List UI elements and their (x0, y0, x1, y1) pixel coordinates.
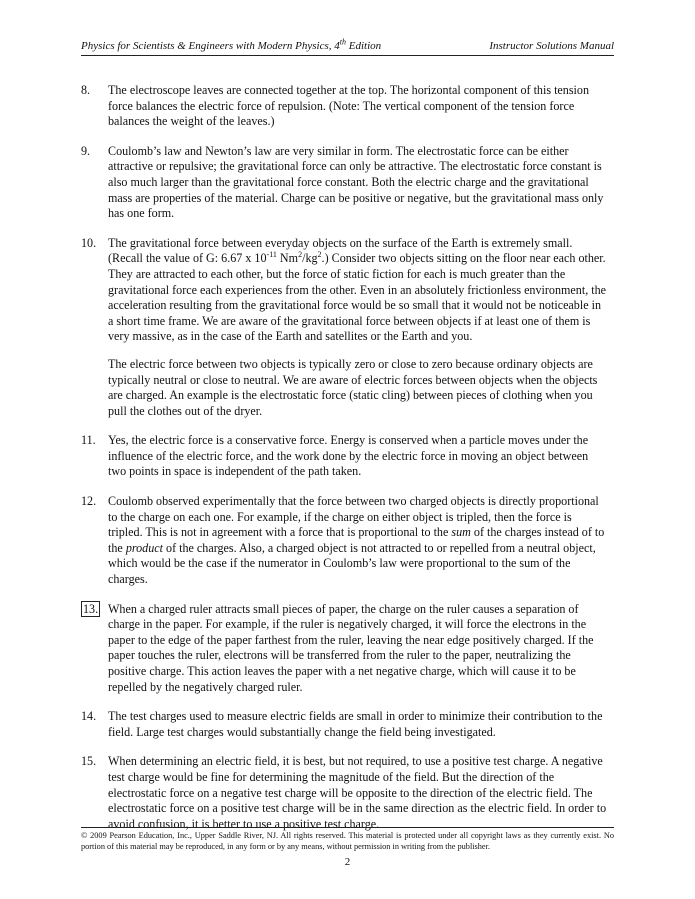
page-number: 2 (344, 856, 351, 868)
answer-8 (81, 83, 607, 130)
answer-text: When determining an electric field, it is best, but not required, to use a positive test charge. A negative test charge would be fine for determining the magnitude of the field. But the direction of the electrostatic force on a negative test charge will be opposite to the direction of the electric field. The electrostatic force on a positive test charge will be in the same direction as the electric field. In order to avoid confusion, it is better to use a positive test charge. (108, 754, 607, 831)
answer-10 (81, 236, 607, 420)
answer-number: 9. (81, 143, 91, 158)
answer-text: Coulomb observed experimentally that the force between two charged objects is directly proportional to the charge on each one. For example, if the charge on either object is tripled, then the force is tripled. This is not in agreement with a force that is proportional to the sum of the charges instead of to the product of the charges. Also, a charged object is not attracted to or repelled from a neutral object, which would be the case if the numerator in Coulomb’s law were proportional to the sum of the charges. (108, 494, 605, 587)
boxed-answer-number: 13. (83, 601, 99, 616)
answer-number: 11. (81, 433, 96, 448)
answer-number: 8. (81, 83, 91, 97)
answers-list (81, 83, 607, 846)
answer-number: 10. (81, 235, 97, 250)
answer-text: Coulomb’s law and Newton’s law are very similar in form. The electrostatic force can be either attractive or repulsive; the gravitational force can only be attractive. The electrostatic force constant is also much larger than the gravitational force constant. Both the electric charge and the gravitational mass are properties of the material. Charge can be positive or negative, but the gravitational mass only has one form. (108, 143, 604, 221)
answer-text: Yes, the electric force is a conservative force. Energy is conserved when a particle moves under the influence of the electric force, and the work done by the electric force in moving an object between two points in space is independent of the path taken. (108, 433, 589, 479)
manual-title: Instructor Solutions Manual (489, 40, 614, 52)
answer-11 (81, 433, 607, 480)
answer-text-continued: The electric force between two objects is typically zero or close to zero because ordinary objects are typically neutral or close to neutral. We are aware of electric forces between objects when the objects are charged. An example is the electrostatic force (static cling) between pieces of clothing when you pull the clothes out of the dryer. (108, 356, 598, 418)
book-title: Physics for Scientists & Engineers with Modern Physics, 4th Edition (81, 37, 382, 52)
emphasis-product: product (125, 540, 163, 555)
answer-13 (81, 602, 607, 696)
answer-15 (81, 754, 607, 832)
running-header (81, 37, 614, 56)
answer-number: 12. (81, 494, 97, 509)
answer-14 (81, 709, 607, 740)
answer-12 (81, 494, 607, 588)
answer-text: When a charged ruler attracts small pieces of paper, the charge on the ruler causes a separation of charge in the paper. For example, if the ruler is negatively charged, it will force the electrons in the paper to the edge of the paper farthest from the ruler, leaving the near edge positively charged. If the paper touches the ruler, electrons will be transferred from the ruler to the paper, neutralizing the positive charge. This action leaves the paper with a net negative charge, which will cause it to be repelled by the negatively charged ruler. (108, 601, 594, 694)
answer-text: The test charges used to measure electric fields are small in order to minimize their contribution to the field. Large test charges would substantially change the field being investigated. (108, 709, 603, 739)
answer-number: 14. (81, 709, 97, 724)
emphasis-sum: sum (451, 525, 471, 540)
answer-number: 15. (81, 754, 97, 769)
copyright-footer: © 2009 Pearson Education, Inc., Upper Saddle River, NJ. All rights reserved. This material is protected under all copyright laws as they currently exist. No portion of this material may be reproduced, in any form or by any means, without permission in writing from the publisher. (81, 827, 614, 852)
answer-text: The gravitational force between everyday objects on the surface of the Earth is extremely small. (Recall the value of G: 6.67 x $10^{-11}$ $Nm^2/kg^2$.) Consider two objects sitting on the floor near each other. They are attracted to each other, but the force of static fiction for each is much greater than the gravitational force each experiences from the other. Even in an absolutely frictionless environment, the acceleration resulting from the gravitational force would be so small that it would not be noticeable in a short time frame. We are aware of the gravitational force between objects if at least one of them is very massive, as in the case of the Earth and satellites or the Earth and you. (108, 235, 607, 344)
answer-text: The electroscope leaves are connected together at the top. The horizontal component of this tension force balances the electric force of repulsion. (Note: The vertical component of the tension force balances the weight of the leaves.) (108, 83, 589, 129)
answer-9 (81, 144, 607, 222)
